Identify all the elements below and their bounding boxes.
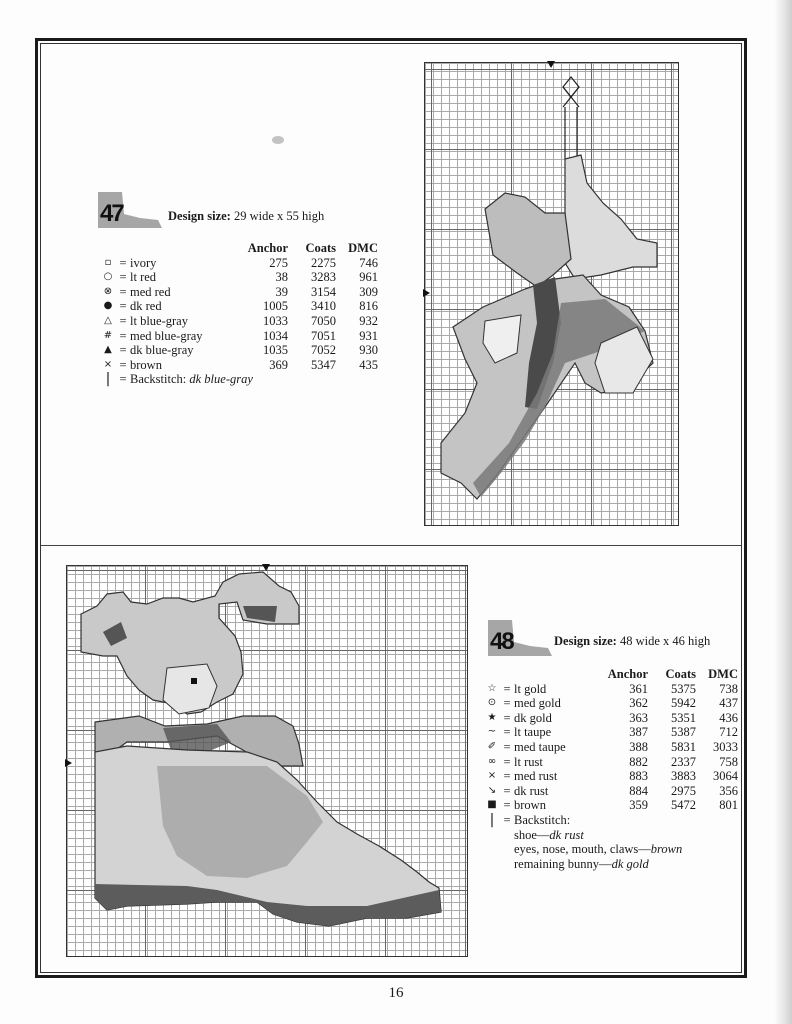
color-name: brown <box>514 798 546 813</box>
stocking-motif <box>425 63 680 527</box>
backstitch-subject: eyes, nose, mouth, claws— <box>514 842 651 857</box>
anchor-number: 363 <box>629 710 648 725</box>
coats-number: 5387 <box>671 725 696 740</box>
cross-stitch-chart-48 <box>66 565 468 957</box>
linked-circles-symbol-icon: ⊗ <box>103 285 113 297</box>
dmc-number: 3033 <box>713 739 738 754</box>
color-name: lt gold <box>514 681 547 696</box>
coats-number: 5375 <box>671 681 696 696</box>
key-row: ↘ = dk rust 884 2975 356 <box>484 784 738 799</box>
color-name: lt blue-gray <box>130 313 188 328</box>
key-row: × = med rust 883 3883 3064 <box>484 769 738 784</box>
anchor-number: 1005 <box>263 299 288 314</box>
backstitch-color: dk rust <box>549 827 584 842</box>
coats-number: 5942 <box>671 696 696 711</box>
anchor-number: 369 <box>269 357 288 372</box>
backstitch-subject: shoe— <box>514 827 550 842</box>
key-row: ■ = brown 359 5472 801 <box>484 798 738 813</box>
anchor-number: 1034 <box>263 328 288 343</box>
backstitch-label: Backstitch: <box>130 372 187 387</box>
pattern-badge-48 <box>486 618 554 658</box>
design-size-47 <box>168 209 324 224</box>
print-speck <box>272 136 284 144</box>
anchor-number: 882 <box>629 754 648 769</box>
coats-number: 7050 <box>311 313 336 328</box>
pattern-number: 47 <box>100 200 123 227</box>
column-coats: Coats <box>665 667 696 681</box>
page-edge-shadow <box>774 0 792 1024</box>
filled-star-symbol-icon: ★ <box>487 711 497 723</box>
color-key-48 <box>484 667 738 871</box>
filled-square-symbol-icon: ■ <box>487 799 497 811</box>
dmc-number: 930 <box>359 343 378 358</box>
backstitch-label: Backstitch: <box>514 812 571 827</box>
color-name: lt rust <box>514 754 543 769</box>
coats-number: 2275 <box>311 255 336 270</box>
open-circle-symbol-icon: ○ <box>103 271 113 283</box>
coats-number: 5351 <box>671 710 696 725</box>
design-size-value: 48 wide x 46 high <box>619 634 711 648</box>
pattern-badge-47 <box>96 190 164 230</box>
dmc-number: 931 <box>359 328 378 343</box>
coats-number: 3154 <box>311 284 336 299</box>
dmc-number: 758 <box>719 754 738 769</box>
anchor-number: 362 <box>629 696 648 711</box>
dmc-number: 961 <box>359 270 378 285</box>
anchor-number: 1033 <box>263 313 288 328</box>
color-name: brown <box>130 357 162 372</box>
anchor-number: 39 <box>275 284 288 299</box>
coats-number: 7051 <box>311 328 336 343</box>
color-name: med blue-gray <box>130 328 203 343</box>
column-dmc: DMC <box>348 241 378 255</box>
color-name: lt red <box>130 270 157 285</box>
key-row: ~ = lt taupe 387 5387 712 <box>484 725 738 740</box>
column-coats: Coats <box>305 241 336 255</box>
backstitch-line-icon: | <box>105 371 111 388</box>
infinity-symbol-icon: ∞ <box>487 755 497 767</box>
backstitch-detail <box>484 842 738 857</box>
tilde-symbol-icon: ~ <box>487 726 497 738</box>
design-size-label: Design size: <box>554 634 617 648</box>
coats-number: 5472 <box>671 798 696 813</box>
filled-triangle-symbol-icon: ▲ <box>104 344 112 356</box>
coats-number: 5831 <box>671 739 696 754</box>
color-name: dk rust <box>514 783 549 798</box>
cross-symbol-icon: × <box>103 358 113 370</box>
anchor-number: 38 <box>275 270 288 285</box>
anchor-number: 883 <box>629 769 648 784</box>
dmc-number: 932 <box>359 313 378 328</box>
key-row: ▲ = dk blue-gray 1035 7052 930 <box>100 343 378 358</box>
key-row: ▫ = ivory 275 2275 746 <box>100 256 378 271</box>
dmc-number: 356 <box>719 783 738 798</box>
anchor-number: 884 <box>629 783 648 798</box>
key-row: ∞ = lt rust 882 2337 758 <box>484 755 738 770</box>
pencil-symbol-icon: ✐ <box>487 740 497 752</box>
color-name: med gold <box>514 696 561 711</box>
arrow-symbol-icon: ↘ <box>487 784 497 796</box>
key-row: ⊙ = med gold 362 5942 437 <box>484 696 738 711</box>
color-name: dk red <box>130 299 162 314</box>
coats-number: 2337 <box>671 754 696 769</box>
coats-number: 3410 <box>311 299 336 314</box>
dmc-number: 437 <box>719 696 738 711</box>
dmc-number: 738 <box>719 681 738 696</box>
small-dot-symbol-icon: ▫ <box>104 256 112 268</box>
bunny-nose <box>191 678 197 684</box>
column-anchor: Anchor <box>247 241 288 255</box>
coats-number: 5347 <box>311 357 336 372</box>
cross-symbol-icon: × <box>487 770 497 782</box>
color-name: dk gold <box>514 710 552 725</box>
dmc-number: 309 <box>359 284 378 299</box>
anchor-number: 275 <box>269 255 288 270</box>
backstitch-color: dk gold <box>611 856 649 871</box>
backstitch-detail <box>484 857 738 872</box>
key-row: ● = dk red 1005 3410 816 <box>100 299 378 314</box>
key-row: ✐ = med taupe 388 5831 3033 <box>484 740 738 755</box>
cross-stitch-chart-47 <box>424 62 679 526</box>
dmc-number: 436 <box>719 710 738 725</box>
color-name: ivory <box>130 255 157 270</box>
design-size-value: 29 wide x 55 high <box>233 209 325 223</box>
anchor-number: 1035 <box>263 343 288 358</box>
design-size-label: Design size: <box>168 209 231 223</box>
backstitch-color: brown <box>650 842 683 857</box>
pattern-number: 48 <box>490 628 513 655</box>
backstitch-row: | = Backstitch: dk blue-gray <box>100 372 378 387</box>
key-header <box>100 241 378 256</box>
column-anchor: Anchor <box>607 667 648 681</box>
open-star-symbol-icon: ☆ <box>487 682 497 694</box>
key-row: ○ = lt red 38 3283 961 <box>100 270 378 285</box>
backstitch-line-icon: | <box>489 811 495 828</box>
color-key-47 <box>100 241 378 387</box>
coats-number: 7052 <box>311 343 336 358</box>
backstitch-row: | = Backstitch: <box>484 813 738 828</box>
backstitch-detail <box>484 828 738 843</box>
design-size-48 <box>554 634 710 649</box>
anchor-number: 388 <box>629 739 648 754</box>
key-header <box>484 667 738 682</box>
dmc-number: 801 <box>719 798 738 813</box>
anchor-number: 387 <box>629 725 648 740</box>
key-row: × = brown 369 5347 435 <box>100 358 378 373</box>
dmc-number: 435 <box>359 357 378 372</box>
key-row: ⊗ = med red 39 3154 309 <box>100 285 378 300</box>
column-dmc: DMC <box>708 667 738 681</box>
key-row: # = med blue-gray 1034 7051 931 <box>100 329 378 344</box>
color-name: med red <box>130 284 171 299</box>
color-name: dk blue-gray <box>130 343 194 358</box>
backstitch-color: dk blue-gray <box>189 372 253 387</box>
coats-number: 3883 <box>671 769 696 784</box>
key-row: △ = lt blue-gray 1033 7050 932 <box>100 314 378 329</box>
bunny-in-shoe-motif <box>67 566 469 958</box>
anchor-number: 361 <box>629 681 648 696</box>
color-name: med rust <box>514 769 558 784</box>
dmc-number: 3064 <box>713 769 738 784</box>
anchor-number: 359 <box>629 798 648 813</box>
coats-number: 2975 <box>671 783 696 798</box>
color-name: med taupe <box>514 739 566 754</box>
section-divider <box>41 545 741 546</box>
key-row: ☆ = lt gold 361 5375 738 <box>484 682 738 697</box>
filled-circle-symbol-icon: ● <box>103 300 113 312</box>
key-row: ★ = dk gold 363 5351 436 <box>484 711 738 726</box>
page-number: 16 <box>388 985 404 1001</box>
open-triangle-symbol-icon: △ <box>104 314 112 326</box>
color-name: lt taupe <box>514 725 552 740</box>
coats-number: 3283 <box>311 270 336 285</box>
dmc-number: 746 <box>359 255 378 270</box>
hash-symbol-icon: # <box>103 329 113 341</box>
backstitch-subject: remaining bunny— <box>514 856 612 871</box>
dmc-number: 712 <box>719 725 738 740</box>
dotted-circle-symbol-icon: ⊙ <box>487 697 497 709</box>
dmc-number: 816 <box>359 299 378 314</box>
